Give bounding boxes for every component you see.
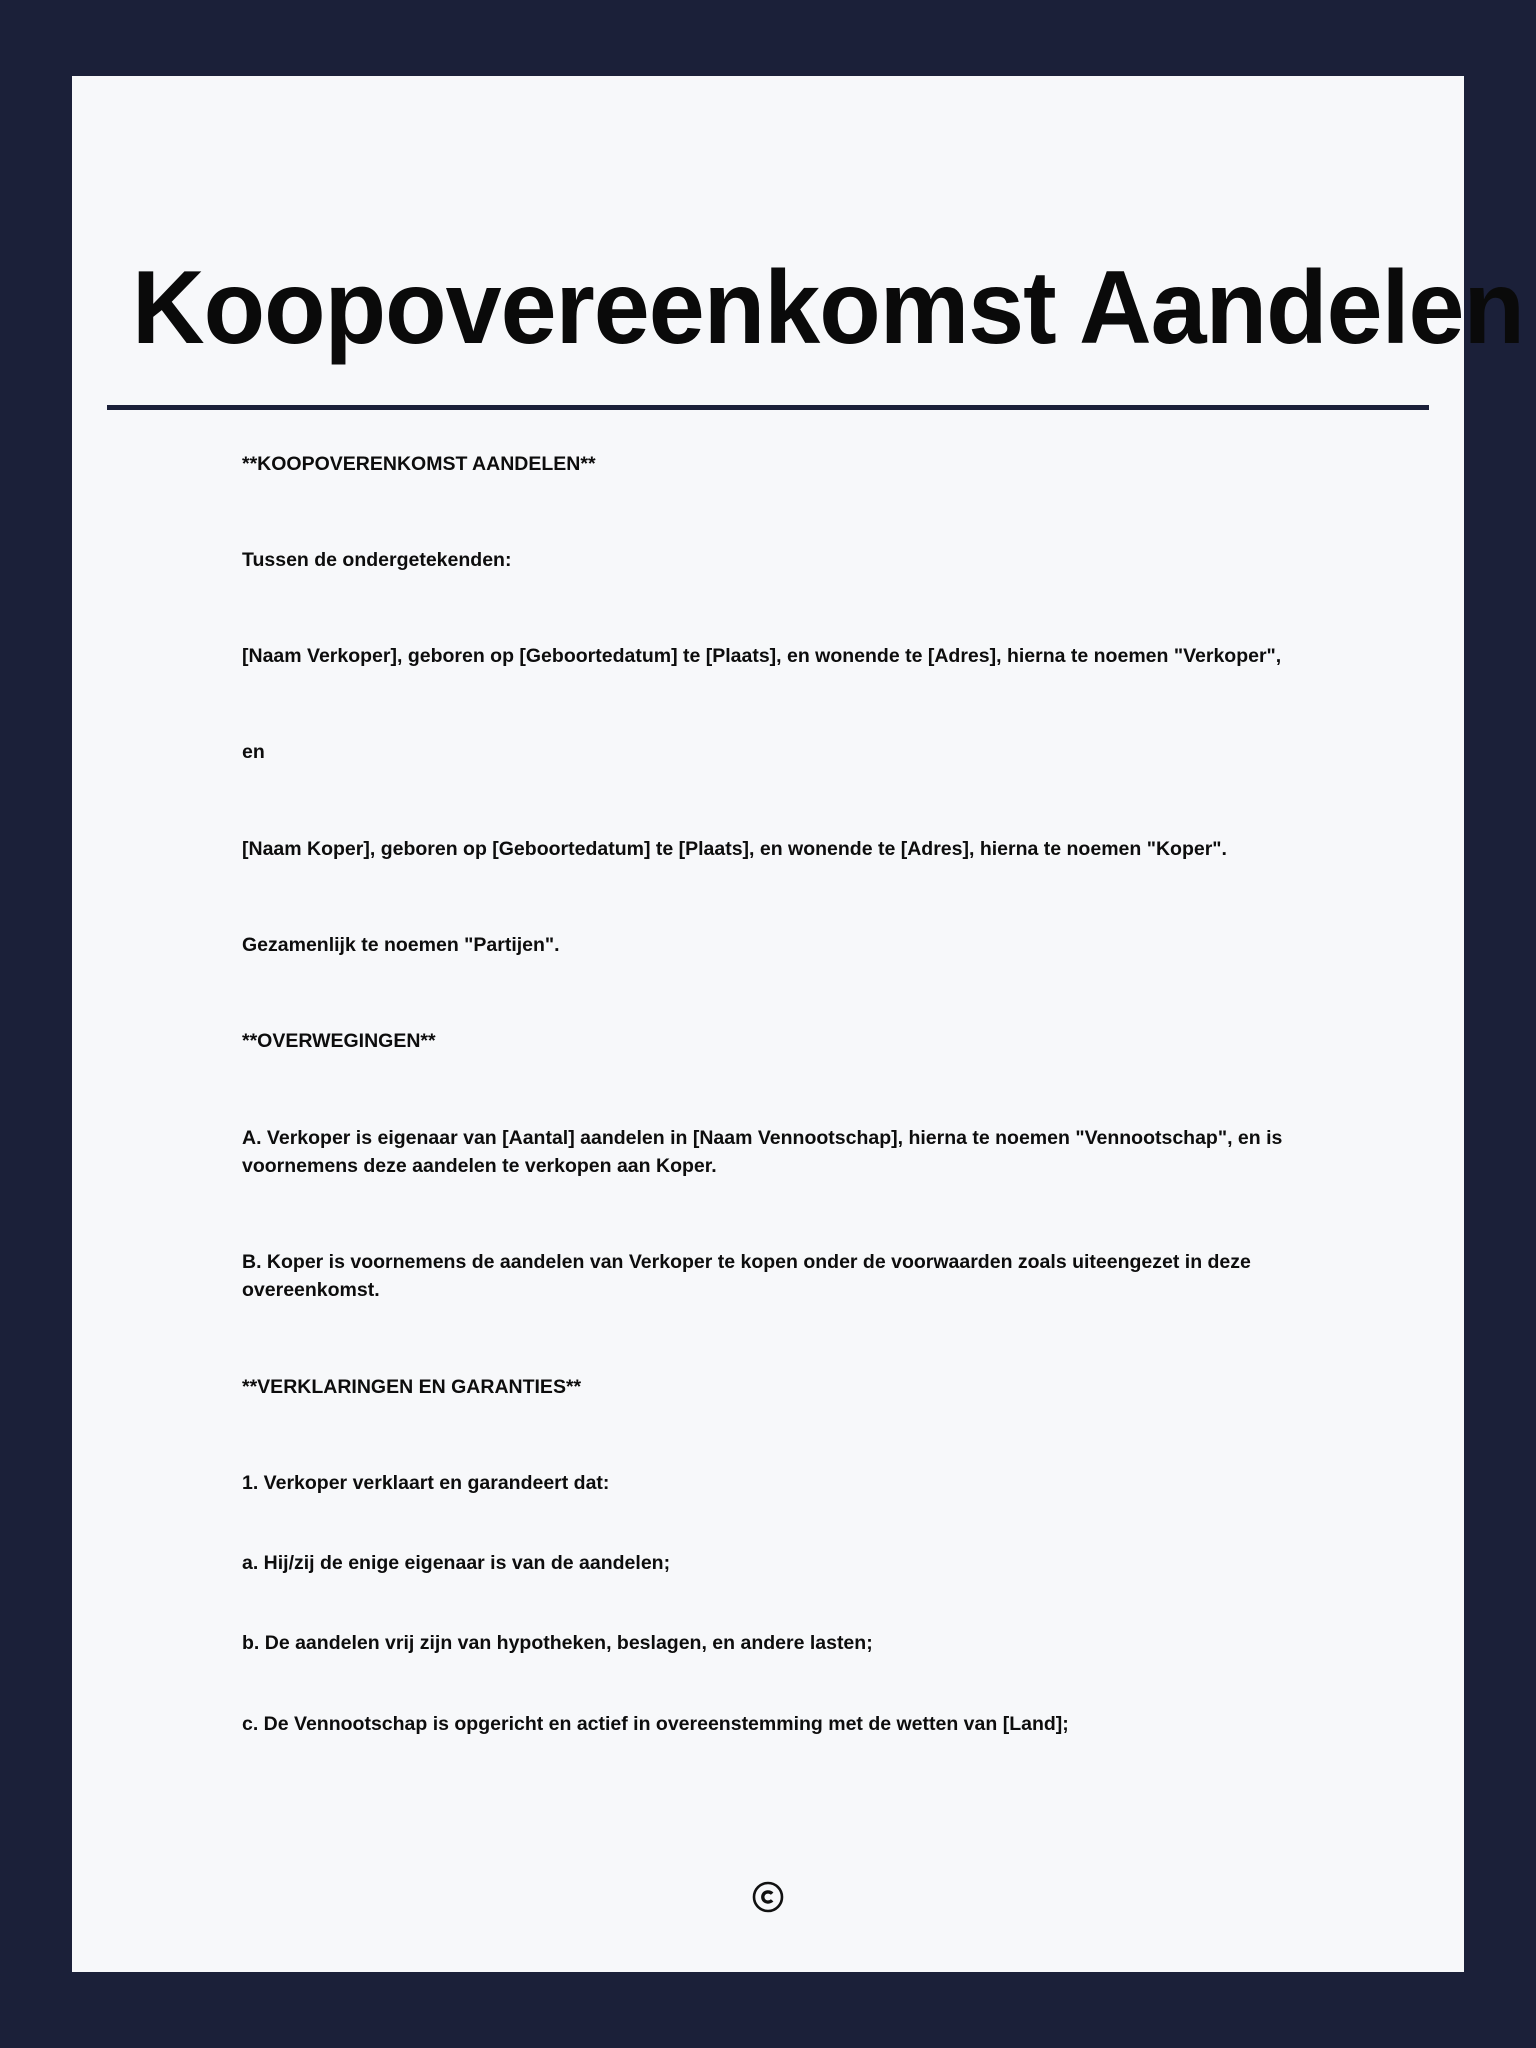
paragraph-heading-main: **KOOPOVERENKOMST AANDELEN**	[242, 452, 596, 475]
paragraph-consideration-a: A. Verkoper is eigenaar van [Aantal] aandelen in [Naam Vennootschap], hierna te noemen "Vennootschap", en is voornemens deze aandelen te verkopen aan Koper.	[242, 1126, 1283, 1177]
paragraph-party-buyer: [Naam Koper], geboren op [Geboortedatum] te [Plaats], en wonende te [Adres], hierna te noemen "Koper".	[242, 837, 1227, 860]
copyright-icon	[751, 1880, 785, 1914]
paragraph-consideration-b: B. Koper is voornemens de aandelen van Verkoper te kopen onder de voorwaarden zoals uiteengezet in deze overeenkomst.	[242, 1251, 1251, 1302]
document-footer	[72, 1822, 1464, 1972]
paragraph-party-seller: [Naam Verkoper], geboren op [Geboortedatum] te [Plaats], en wonende te [Adres], hierna te noemen "Verkoper",	[242, 645, 1282, 668]
paragraph-heading-considerations: **OVERWEGINGEN**	[242, 1030, 436, 1053]
paragraph-heading-warranties: **VERKLARINGEN EN GARANTIES**	[242, 1375, 582, 1398]
document-body	[72, 410, 1464, 1822]
paragraph-conjunction-en: en	[242, 741, 265, 764]
paragraph-warranty-1a: a. Hij/zij de enige eigenaar is van de aandelen;	[242, 1552, 671, 1575]
document-sheet	[72, 76, 1525, 1972]
title-block	[72, 76, 1525, 366]
page-title: Koopovereenkomst Aandelen	[132, 250, 1525, 366]
paragraph-parties-joint: Gezamenlijk te noemen "Partijen".	[242, 934, 560, 956]
paragraph-warranty-1c: c. De Vennootschap is opgericht en actief in overeenstemming met de wetten van [Land];	[242, 1712, 1069, 1735]
paragraph-warranty-1: 1. Verkoper verklaart en garandeert dat:	[242, 1471, 610, 1494]
paragraph-warranty-1b: b. De aandelen vrij zijn van hypotheken, beslagen, en andere lasten;	[242, 1632, 873, 1655]
paragraph-parties-intro: Tussen de ondergetekenden:	[242, 548, 512, 571]
